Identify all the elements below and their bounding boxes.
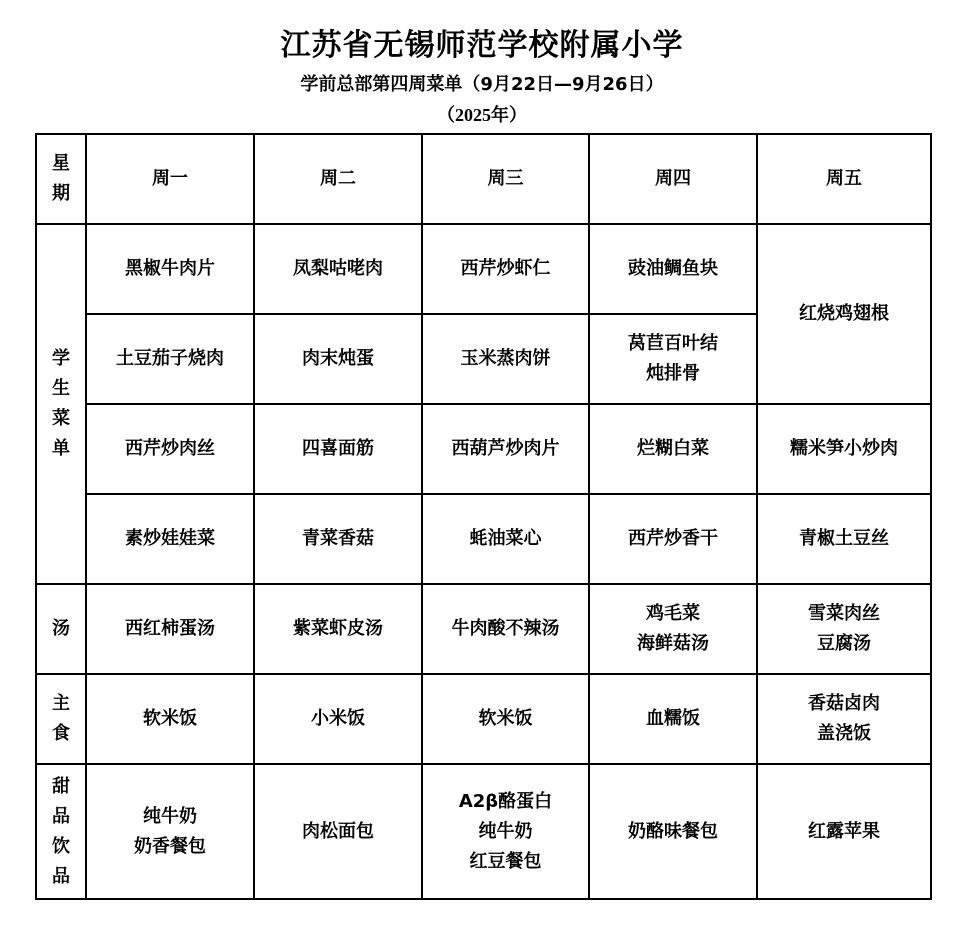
table-row-soup [36, 584, 931, 674]
soup-cell [86, 584, 254, 674]
dish-line: 小米饭 [311, 708, 365, 729]
label-char: 品 [52, 865, 70, 887]
section-label-student-menu [36, 224, 86, 584]
weekly-menu-table [35, 133, 932, 900]
soup-cell [757, 584, 931, 674]
soup-cell [422, 584, 589, 674]
dessert-cell [757, 764, 931, 899]
dish-line: 软米饭 [143, 708, 197, 729]
dessert-cell [254, 764, 422, 899]
dish-line: 红豆餐包 [469, 850, 542, 872]
menu-subtitle: 学前总部第四周菜单（9月22日—9月26日） [300, 74, 664, 95]
label-char: 甜 [52, 775, 70, 797]
dish-cell: 西葫芦炒肉片 [422, 404, 589, 494]
dish-line: 纯牛奶 [478, 820, 533, 842]
dish-cell: 烂糊白菜 [589, 404, 757, 494]
dish-cell-fri-merged: 红烧鸡翅根 [757, 224, 931, 404]
section-label-dessert [36, 764, 86, 899]
dish-cell: 西芹炒肉丝 [86, 404, 254, 494]
dish-cell: 西芹炒虾仁 [422, 224, 589, 314]
label-char: 食 [52, 723, 70, 744]
dish-cell: 蚝油菜心 [422, 494, 589, 584]
table-row [36, 404, 931, 494]
dish-line: 纯牛奶 [143, 805, 197, 827]
label-char: 学 [52, 348, 70, 369]
label-char: 饮 [52, 835, 70, 857]
dish-line: 盖浇饭 [817, 723, 871, 744]
dish-line: 雪菜肉丝 [808, 603, 880, 624]
label-char: 汤 [52, 618, 70, 639]
staple-cell [86, 674, 254, 764]
dish-cell: 素炒娃娃菜 [86, 494, 254, 584]
dish-line: 牛肉酸不辣汤 [451, 618, 560, 639]
staple-cell [589, 674, 757, 764]
dessert-cell [589, 764, 757, 899]
day-header-tue: 周二 [254, 134, 422, 224]
day-header-mon: 周一 [86, 134, 254, 224]
weekday-label-cell [36, 134, 86, 224]
dish-cell: 糯米笋小炒肉 [757, 404, 931, 494]
soup-cell [254, 584, 422, 674]
section-label-soup [36, 584, 86, 674]
day-header-wed: 周三 [422, 134, 589, 224]
table-row [36, 224, 931, 314]
staple-cell [757, 674, 931, 764]
dish-line: 奶酪味餐包 [628, 820, 718, 842]
dish-line: 紫菜虾皮汤 [293, 618, 383, 639]
soup-cell [589, 584, 757, 674]
dish-cell: 玉米蒸肉饼 [422, 314, 589, 404]
dish-cell: 四喜面筋 [254, 404, 422, 494]
dish-cell: 青椒土豆丝 [757, 494, 931, 584]
dish-line: 炖排骨 [646, 363, 700, 384]
label-char: 品 [52, 805, 70, 827]
day-header-thu: 周四 [589, 134, 757, 224]
dish-cell: 黑椒牛肉片 [86, 224, 254, 314]
table-row [36, 494, 931, 584]
dish-line: 莴苣百叶结 [628, 333, 718, 354]
dish-line: 肉松面包 [302, 820, 374, 842]
label-char: 生 [52, 378, 70, 399]
dish-cell: 西芹炒香干 [589, 494, 757, 584]
dish-cell: 豉油鲷鱼块 [589, 224, 757, 314]
dish-line: 奶香餐包 [134, 835, 206, 857]
school-title: 江苏省无锡师范学校附属小学 [280, 28, 684, 63]
label-char: 单 [52, 438, 70, 459]
dessert-cell [422, 764, 589, 899]
dish-cell [589, 314, 757, 404]
dish-line: A2β酪蛋白 [458, 790, 553, 812]
staple-cell [254, 674, 422, 764]
dish-cell: 凤梨咕咾肉 [254, 224, 422, 314]
label-char: 期 [52, 183, 70, 204]
label-char: 菜 [52, 408, 70, 429]
table-row-dessert [36, 764, 931, 899]
dish-line: 西红柿蛋汤 [125, 618, 215, 639]
dish-cell: 肉末炖蛋 [254, 314, 422, 404]
dish-line: 软米饭 [478, 708, 533, 729]
label-char: 主 [52, 693, 70, 714]
day-header-fri: 周五 [757, 134, 931, 224]
dish-cell: 青菜香菇 [254, 494, 422, 584]
label-char: 星 [52, 153, 70, 174]
dish-line: 鸡毛菜 [646, 603, 700, 624]
menu-year: （2025年） [437, 105, 527, 125]
table-row-staple [36, 674, 931, 764]
dish-line: 红露苹果 [808, 820, 880, 842]
section-label-staple [36, 674, 86, 764]
dish-line: 香菇卤肉 [808, 693, 880, 714]
staple-cell [422, 674, 589, 764]
dish-line: 血糯饭 [646, 708, 700, 729]
dessert-cell [86, 764, 254, 899]
dish-line: 海鲜菇汤 [637, 633, 709, 654]
dish-line: 豆腐汤 [817, 633, 871, 654]
header-row [36, 134, 931, 224]
dish-cell: 土豆茄子烧肉 [86, 314, 254, 404]
